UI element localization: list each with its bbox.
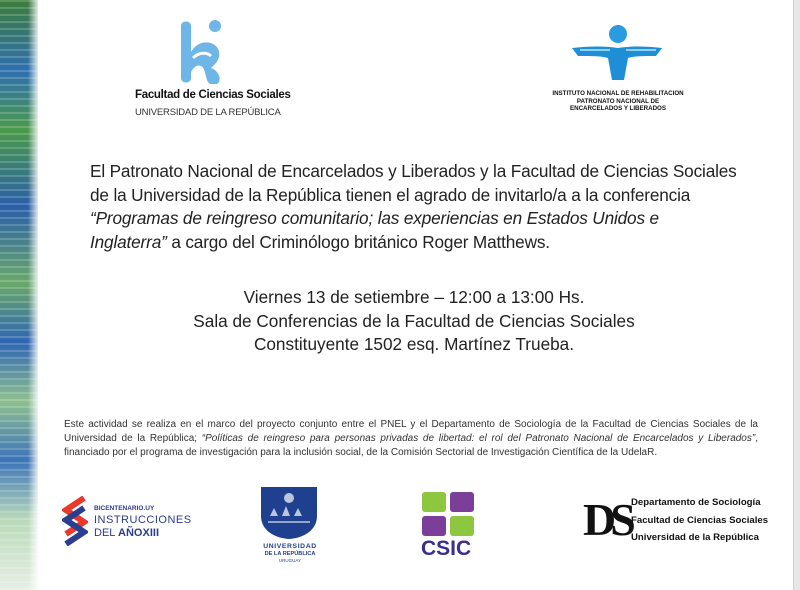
invitation-paragraph <box>90 160 740 254</box>
conference-title: “Programas de reingreso comunitario; las experiencias en Estados Unidos e Inglaterra” <box>90 208 659 252</box>
footnote-part2: , financiado por el programa de investigación para la inclusión social, de la Comisión Sectorial de Investigación Científica de la UdelaR. <box>64 432 758 458</box>
fcs-name: Facultad de Ciencias Sociales <box>135 89 291 101</box>
csic-logo <box>420 492 480 560</box>
bicentenario-line-3-prefix: DEL <box>94 527 119 539</box>
fcs-subtitle: UNIVERSIDAD DE LA REPÚBLICA <box>135 107 281 118</box>
udelar-line-1: UNIVERSIDAD <box>263 543 317 550</box>
event-venue: Sala de Conferencias de la Facultad de Ciencias Sociales <box>193 310 635 331</box>
ds-mark: DS <box>583 494 630 545</box>
inr-line-3: ENCARCELADOS Y LIBERADOS <box>569 105 667 112</box>
invitation-intro: El Patronato Nacional de Encarcelados y Liberados y la Facultad de Ciencias Sociales de la Universidad de la República tienen el agrado de invitarlo/a a la conferencia <box>90 161 737 205</box>
footnote-paragraph <box>64 418 758 459</box>
page-edge <box>793 0 800 590</box>
bicentenario-line-3-bold: AÑOXIII <box>118 527 159 539</box>
footnote-project-title: “Políticas de reingreso para personas privadas de libertad: el rol del Patronato Nacional de Encarcelados y Liberados” <box>201 432 756 444</box>
bicentenario-logo <box>62 496 192 552</box>
bicentenario-line-1: BICENTENARIO.UY <box>94 505 155 512</box>
inr-line-2: PATRONATO NACIONAL DE <box>576 97 660 105</box>
inr-line-1: INSTITUTO NACIONAL DE REHABILITACION <box>552 90 684 97</box>
udelar-shield-icon <box>260 486 318 540</box>
inr-logo <box>548 24 688 124</box>
fcs-logo <box>135 18 291 128</box>
ds-line-3: Universidad de la República <box>631 532 759 543</box>
bicentenario-line-3 <box>94 527 159 539</box>
udelar-line-2: DE LA REPÚBLICA <box>264 551 316 557</box>
ds-line-2: Facultad de Ciencias Sociales <box>631 514 769 526</box>
udelar-line-3: URUGUAY <box>278 558 302 563</box>
udelar-logo <box>254 486 326 566</box>
csic-squares-icon <box>422 492 474 536</box>
ds-line-1: Departamento de Sociología <box>631 497 761 508</box>
csic-label: CSIC <box>421 537 472 560</box>
inr-figure-icon <box>570 24 664 82</box>
ds-logo <box>583 494 773 554</box>
decorative-side-strip <box>0 0 38 590</box>
event-details <box>100 286 728 357</box>
bicentenario-line-2: INSTRUCCIONES <box>94 514 192 526</box>
invitation-outro: a cargo del Criminólogo británico Roger Matthews. <box>166 231 550 252</box>
event-datetime: Viernes 13 de setiembre – 12:00 a 13:00 Hs. <box>243 287 585 307</box>
fcs-emblem-icon <box>175 18 235 84</box>
footnote-part1: Este actividad se realiza en el marco del proyecto conjunto entre el PNEL y el Departamento de Sociología de la Facultad de Ciencias Sociales de la Universidad de la República; <box>64 419 758 444</box>
event-address: Constituyente 1502 esq. Martínez Trueba. <box>253 334 575 354</box>
bicentenario-s-icon <box>62 496 88 546</box>
